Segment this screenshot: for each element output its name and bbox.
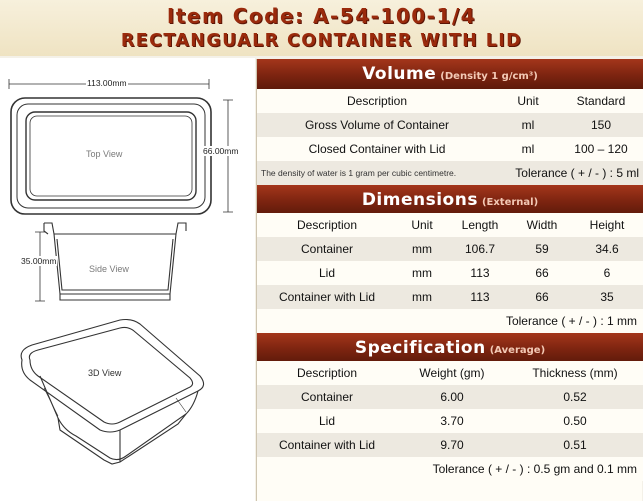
volume-title: Volume [362, 64, 437, 84]
top-view-drawing [9, 79, 233, 214]
dimensions-row-length: 113 [470, 290, 490, 304]
specification-row-weight: 9.70 [440, 438, 464, 452]
volume-subtitle: (Density 1 g/cm³) [440, 71, 538, 82]
table-row [257, 261, 643, 285]
volume-section-header [257, 59, 643, 89]
specification-subtitle: (Average) [489, 345, 546, 356]
height-dimension: 35.00mm [21, 256, 57, 266]
volume-col-unit: Unit [517, 94, 539, 108]
specification-row-weight: 3.70 [440, 414, 464, 428]
table-row [257, 285, 643, 309]
width-dimension: 113.00mm [87, 78, 127, 88]
dimensions-col-length: Length [461, 218, 499, 232]
drawings-panel [0, 58, 255, 501]
product-name-title: RECTANGUALR CONTAINER WITH LID [120, 31, 523, 51]
specification-col-thickness: Thickness (mm) [532, 366, 618, 380]
dimensions-tolerance-row [257, 309, 643, 333]
volume-tolerance: Tolerance ( + / - ) : 5 ml [515, 166, 639, 180]
dimensions-row-height: 35 [600, 290, 614, 304]
specification-row-thickness: 0.51 [563, 438, 587, 452]
dimensions-row-height: 6 [603, 266, 611, 280]
table-row [257, 113, 643, 137]
specification-row-thickness: 0.50 [563, 414, 587, 428]
dimensions-col-height: Height [589, 218, 625, 232]
volume-row-standard: 100 – 120 [574, 142, 628, 156]
volume-row-unit: ml [521, 142, 535, 156]
specification-row-description: Lid [318, 414, 335, 428]
dimensions-row-description: Container with Lid [278, 290, 376, 304]
volume-note-row [257, 161, 643, 185]
3d-view-label: 3D View [88, 368, 122, 378]
dimensions-row-unit: mm [412, 242, 432, 256]
specification-header-row [257, 361, 643, 385]
dimensions-section-header [257, 185, 643, 215]
volume-row-standard: 150 [590, 118, 612, 132]
dimensions-row-width: 66 [535, 266, 549, 280]
specification-row-description: Container with Lid [278, 438, 376, 452]
specification-row-thickness: 0.52 [563, 390, 587, 404]
dimensions-tolerance: Tolerance ( + / - ) : 1 mm [505, 314, 637, 328]
specification-tolerance-row [257, 457, 643, 481]
volume-row-description: Closed Container with Lid [308, 142, 446, 156]
drawings-svg [0, 58, 255, 501]
volume-col-description: Description [346, 94, 408, 108]
specification-col-weight: Weight (gm) [419, 366, 485, 380]
specification-row-description: Container [300, 390, 354, 404]
dimensions-col-width: Width [526, 218, 558, 232]
table-row [257, 137, 643, 161]
specification-col-description: Description [296, 366, 358, 380]
table-row [257, 433, 643, 457]
volume-col-standard: Standard [576, 94, 626, 108]
table-row [257, 237, 643, 261]
density-note: The density of water is 1 gram per cubic centimetre. [261, 168, 457, 178]
volume-header-row [257, 89, 643, 113]
dimensions-row-length: 113 [470, 266, 490, 280]
table-row [257, 409, 643, 433]
specification-tolerance: Tolerance ( + / - ) : 0.5 gm and 0.1 mm [432, 462, 637, 476]
top-view-label: Top View [86, 149, 123, 159]
dimensions-row-description: Lid [318, 266, 335, 280]
volume-row-description: Gross Volume of Container [304, 118, 450, 132]
table-row [257, 385, 643, 409]
item-code-title: Item Code: A-54-100-1/4 [166, 4, 477, 28]
dimensions-row-height: 34.6 [595, 242, 619, 256]
dimensions-row-width: 66 [535, 290, 549, 304]
specification-title: Specification [354, 338, 486, 358]
side-view-drawing [35, 223, 186, 301]
3d-view-drawing [21, 320, 203, 465]
dimensions-row-width: 59 [535, 242, 549, 256]
specification-row-weight: 6.00 [440, 390, 464, 404]
spec-table [256, 59, 642, 501]
specification-section-header [257, 333, 643, 363]
volume-row-unit: ml [521, 118, 535, 132]
side-view-label: Side View [89, 264, 129, 274]
depth-dimension: 66.00mm [203, 146, 239, 156]
dimensions-row-description: Container [300, 242, 354, 256]
dimensions-row-unit: mm [412, 290, 432, 304]
dimensions-col-description: Description [296, 218, 358, 232]
dimensions-header-row [257, 213, 643, 237]
page-header [0, 0, 643, 56]
dimensions-row-length: 106.7 [464, 242, 496, 256]
dimensions-col-unit: Unit [411, 218, 433, 232]
dimensions-row-unit: mm [412, 266, 432, 280]
dimensions-subtitle: (External) [481, 197, 539, 208]
dimensions-title: Dimensions [361, 190, 478, 210]
